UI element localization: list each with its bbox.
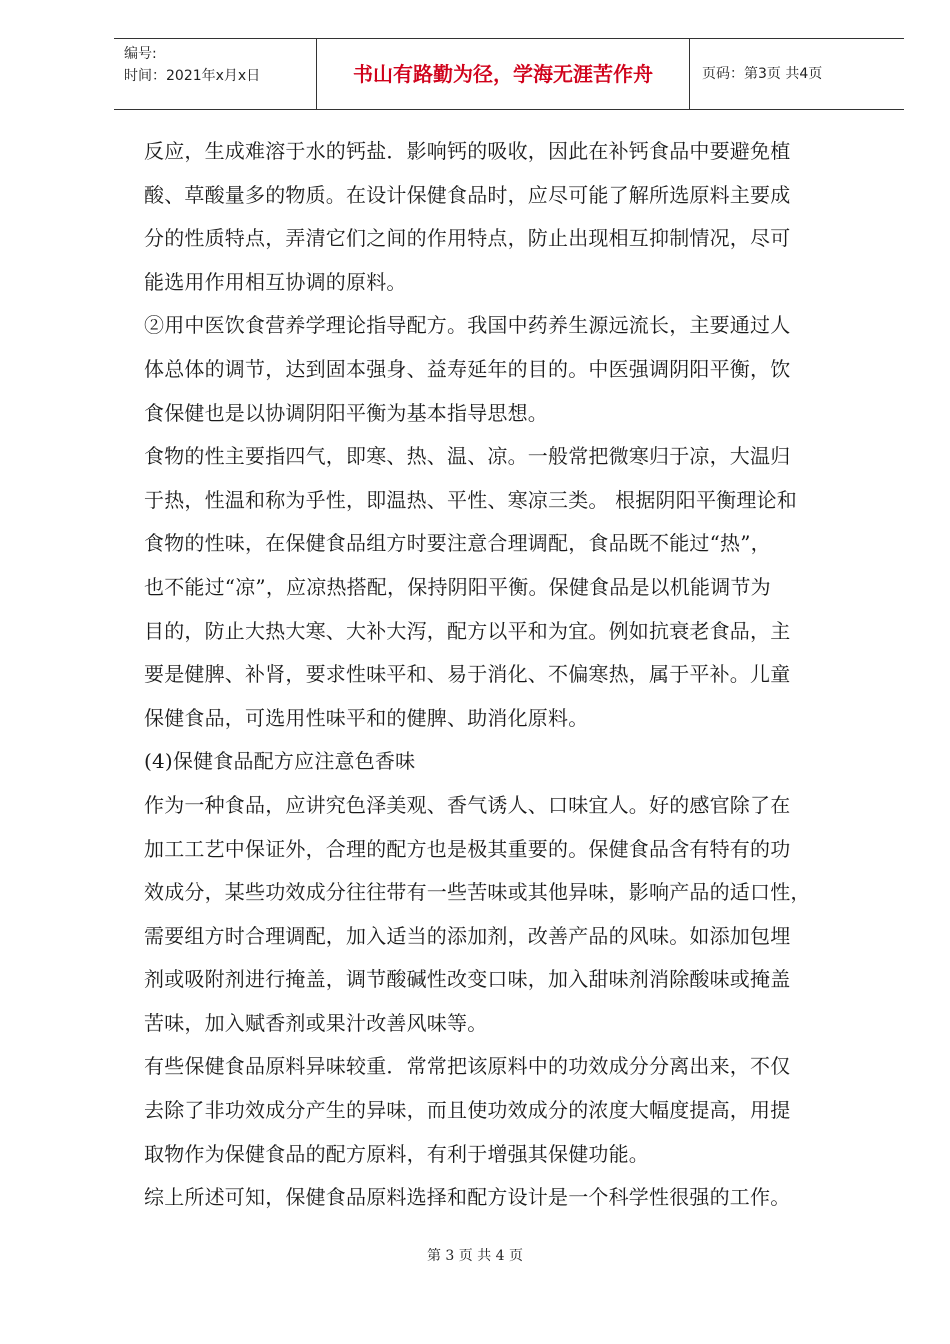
text-line: 要是健脾、补肾，要求性味平和、易于消化、不偏寒热，属于平补。儿童 <box>144 662 791 687</box>
text-line: 取物作为保健食品的配方原料，有利于增强其保健功能。 <box>144 1141 649 1166</box>
text-line: 目的，防止大热大寒、大补大泻，配方以平和为宜。例如抗衰老食品，主 <box>144 618 791 643</box>
header-motto: 书山有路勤为径，学海无涯苦作舟 <box>316 39 690 109</box>
text-line: 需要组方时合理调配，加入适当的添加剂，改善产品的风味。如添加包埋 <box>144 923 791 948</box>
text-line: 效成分，某些功效成分往往带有一些苦味或其他异味，影响产品的适口性， <box>144 880 811 905</box>
text-line: 反应，生成难溶于水的钙盐．影响钙的吸收，因此在补钙食品中要避免植 <box>144 139 791 163</box>
text-line: 体总体的调节，达到固本强身、益寿延年的目的。中医强调阴阳平衡，饮 <box>144 356 791 381</box>
text-line: 作为一种食品，应讲究色泽美观、香气诱人、口味宜人。好的感官除了在 <box>144 792 791 817</box>
time-label: 时间：2021年x月x日 <box>124 68 261 84</box>
text-line: 酸、草酸量多的物质。在设计保健食品时，应尽可能了解所选原料主要成 <box>144 182 791 207</box>
text-line: 剂或吸附剂进行掩盖，调节酸碱性改变口味，加入甜味剂消除酸味或掩盖 <box>144 967 791 992</box>
header-meta <box>114 39 316 109</box>
text-line: 食保健也是以协调阴阳平衡为基本指导思想。 <box>144 400 548 425</box>
section-heading: (4)保健食品配方应注意色香味 <box>144 749 416 774</box>
text-line: 有些保健食品原料异味较重．常常把该原料中的功效成分分离出来，不仅 <box>144 1054 791 1079</box>
page-footer: 第 3 页 共 4 页 <box>426 1248 524 1264</box>
text-line: 食物的性主要指四气，即寒、热、温、凉。一般常把微寒归于凉，大温归 <box>144 444 791 469</box>
text-line: 去除了非功效成分产生的异味，而且使功效成分的浓度大幅度提高，用提 <box>144 1098 791 1123</box>
text-line: 综上所述可知，保健食品原料选择和配方设计是一个科学性很强的工作。 <box>144 1185 791 1210</box>
text-line: 也不能过“凉”，应凉热搭配，保持阴阳平衡。保健食品是以机能调节为 <box>144 574 771 599</box>
text-line: 苦味，加入赋香剂或果汁改善风味等。 <box>144 1010 488 1035</box>
text-line: ②用中医饮食营养学理论指导配方。我国中药养生源远流长，主要通过人 <box>144 313 791 338</box>
text-line: 于热，性温和称为乎性，即温热、平性、寒凉三类。 根据阴阳平衡理论和 <box>144 487 797 512</box>
page-header <box>114 38 904 110</box>
text-line: 保健食品，可选用性味平和的健脾、助消化原料。 <box>144 705 589 730</box>
document-body <box>144 130 874 1220</box>
number-label: 编号: <box>124 46 157 62</box>
text-line: 分的性质特点，弄清它们之间的作用特点，防止出现相互抑制情况，尽可 <box>144 226 791 251</box>
text-line: 能选用作用相互协调的原料。 <box>144 269 407 294</box>
text-line: 加工工艺中保证外，合理的配方也是极其重要的。保健食品含有特有的功 <box>144 836 791 861</box>
header-page-info: 页码：第3页 共4页 <box>702 66 823 82</box>
text-line: 食物的性味，在保健食品组方时要注意合理调配，食品既不能过“热”， <box>144 531 771 556</box>
